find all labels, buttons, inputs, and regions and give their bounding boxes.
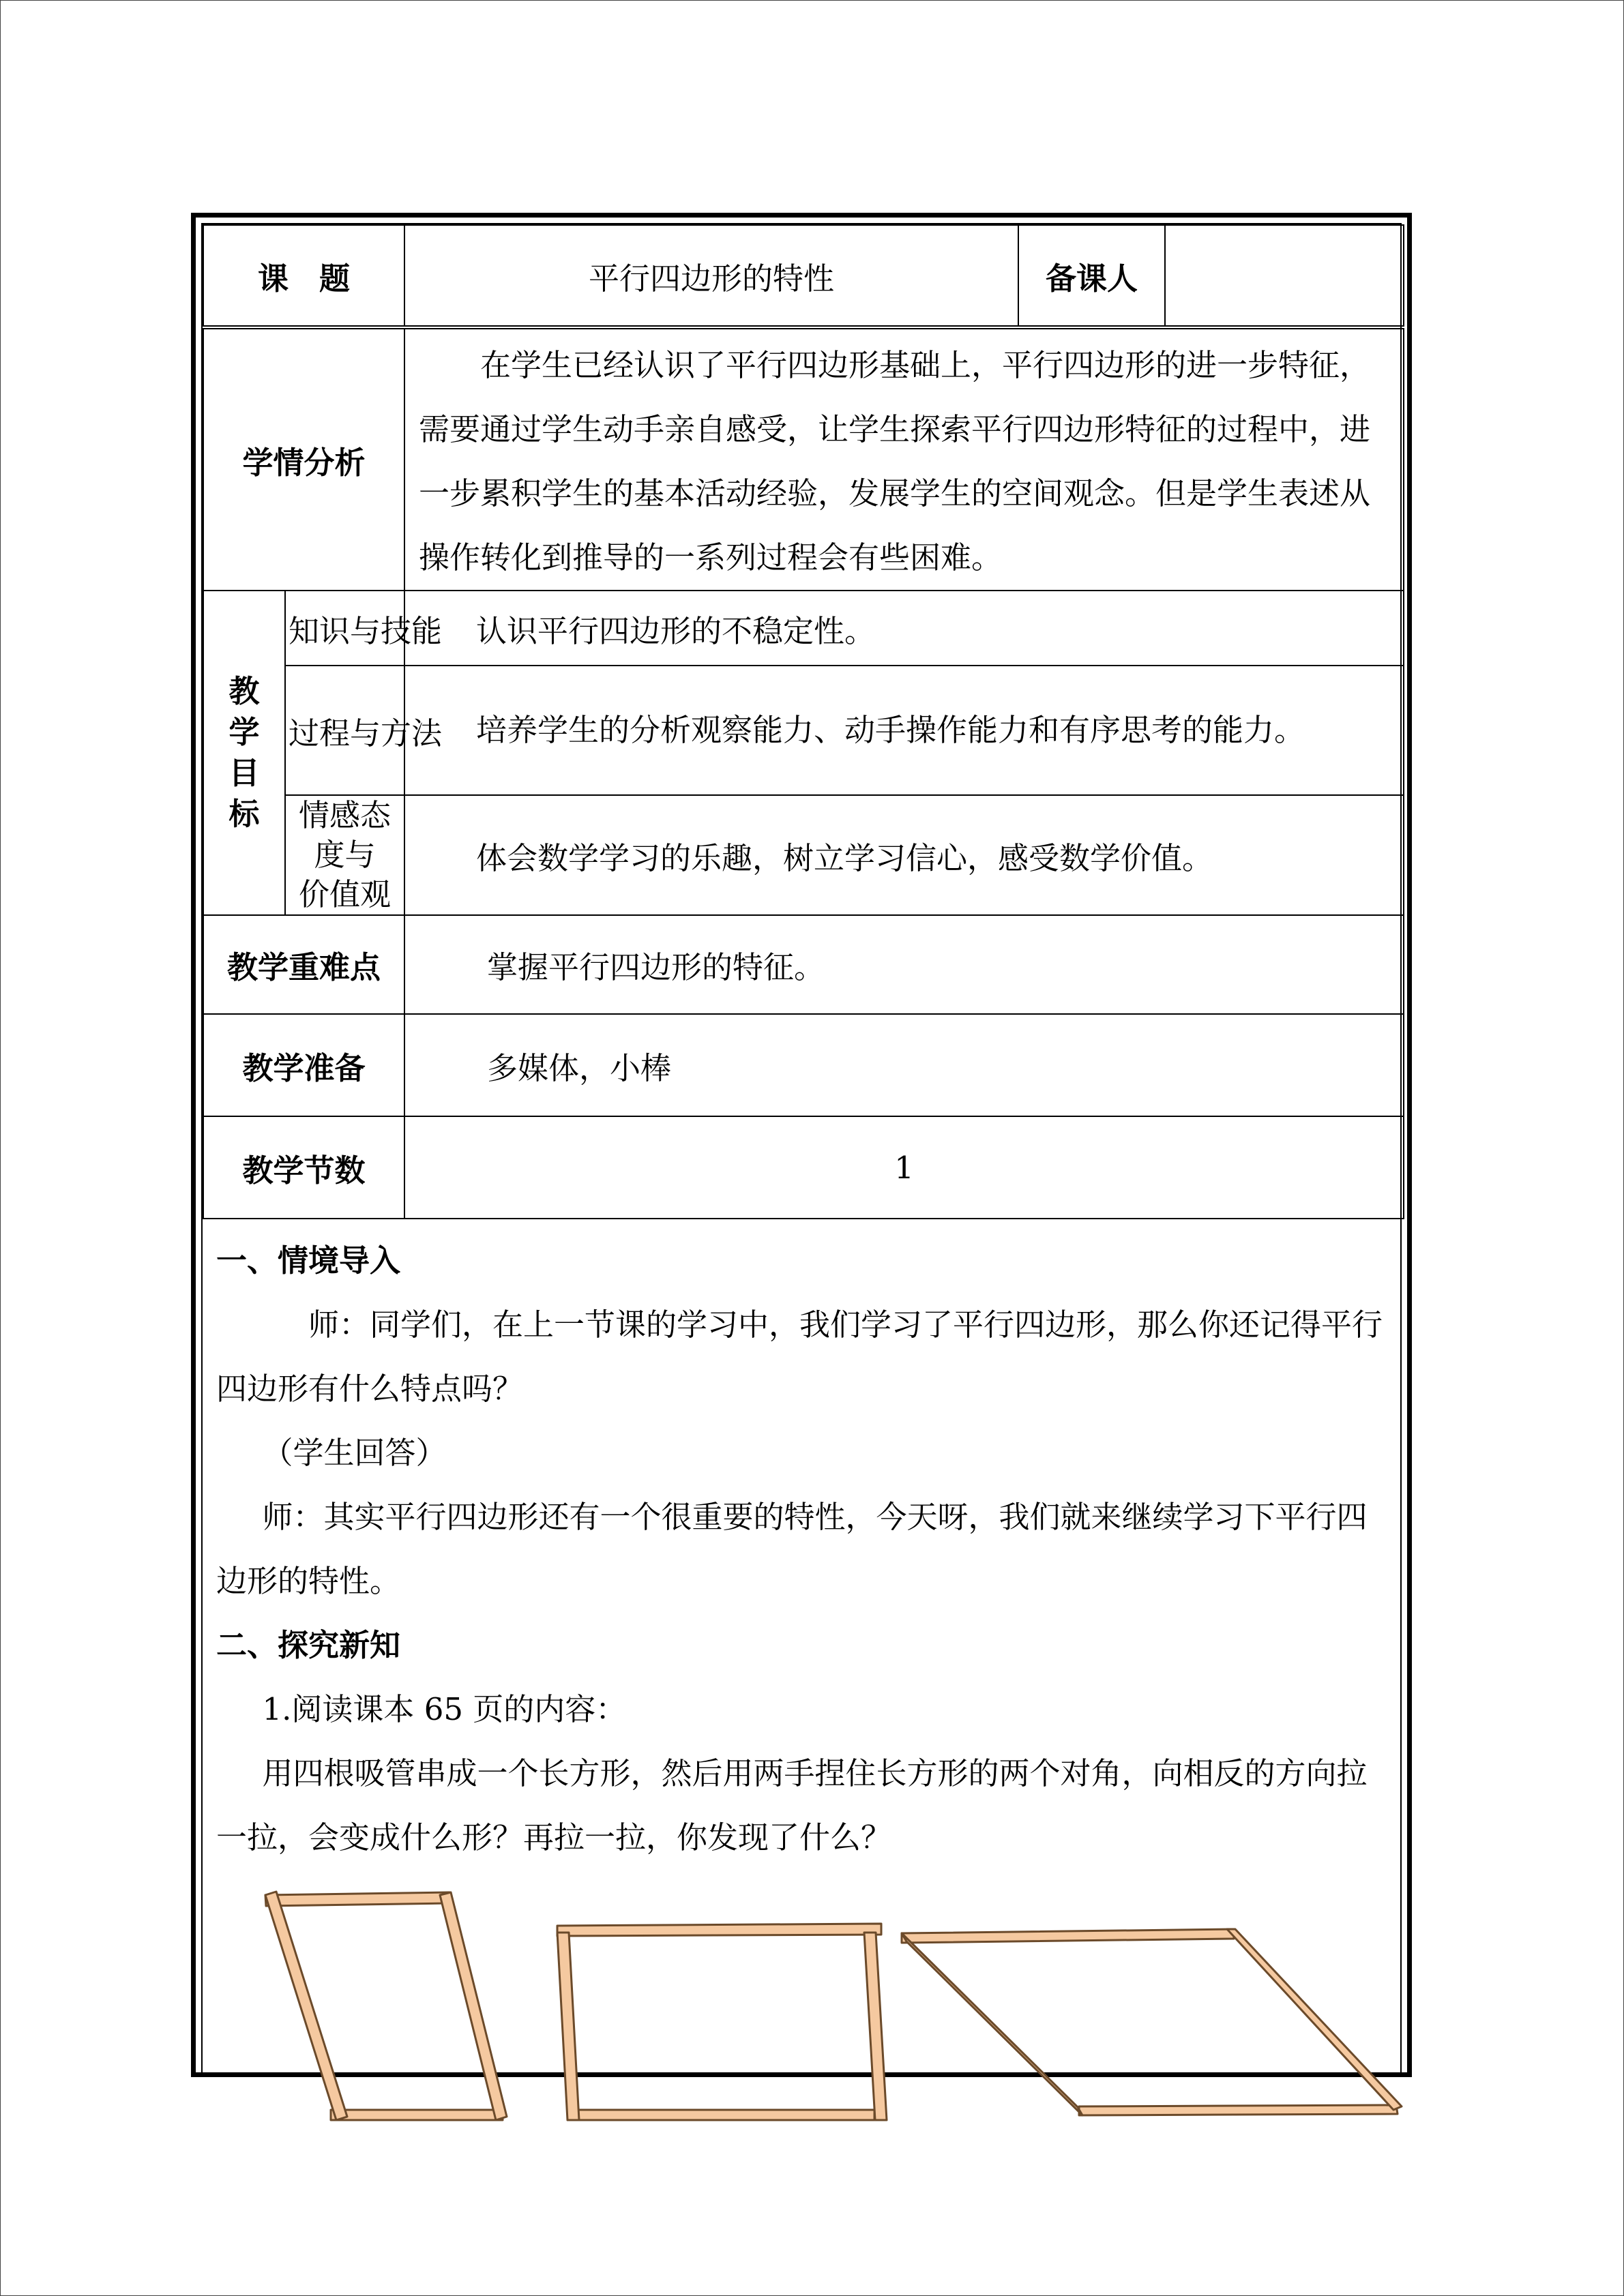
objectives-char: 学	[228, 714, 260, 750]
lesson-plan-table	[203, 224, 1404, 1219]
intro-paragraph-2: （学生回答）	[262, 1435, 447, 1471]
objective-label-process: 过程与方法	[285, 666, 404, 795]
topic-label: 课 题	[203, 225, 404, 327]
key-points-text: 掌握平行四边形的特征。	[404, 915, 1404, 1014]
objective-label-line: 价值观	[299, 876, 392, 912]
analysis-text: 在学生已经认识了平行四边形基础上，平行四边形的进一步特征，需要通过学生动手亲自感受，让学生探索平行四边形特征的过程中，进一步累积学生的基本活动经验，发展学生的空间观念。但是学生表述从操作转化到推导的一系列过程会有些困难。	[419, 347, 1371, 576]
objectives-label	[203, 591, 285, 915]
analysis-label: 学情分析	[203, 327, 404, 591]
objective-label-text: 知识与技能	[289, 612, 443, 649]
objectives-char: 标	[228, 796, 260, 832]
straw-frames-illustration	[203, 1881, 1403, 2127]
straw-frame-rectangle	[557, 1924, 887, 2120]
objective-label-line: 情感态度与	[299, 797, 392, 873]
sessions-label: 教学节数	[203, 1116, 404, 1219]
lesson-plan-sheet	[191, 213, 1412, 2077]
section-title-intro: 一、情境导入	[216, 1242, 401, 1279]
objective-text-emotion: 体会数学学习的乐趣，树立学习信心，感受数学价值。	[404, 795, 1404, 915]
teaching-process	[203, 1219, 1400, 1870]
preparation-text: 多媒体，小棒	[404, 1014, 1404, 1116]
lesson-plan-inner	[201, 223, 1402, 2072]
straw-frame-flattened	[902, 1929, 1402, 2115]
intro-paragraph-1: 师：同学们，在上一节课的学习中，我们学习了平行四边形，那么你还记得平行四边形有什么特点吗？	[216, 1307, 1383, 1407]
section-title-explore: 二、探究新知	[216, 1627, 401, 1663]
intro-paragraph-3: 师：其实平行四边形还有一个很重要的特性，今天呀，我们就来继续学习下平行四边形的特性。	[216, 1499, 1368, 1599]
objectives-char: 目	[228, 755, 260, 791]
objectives-char: 教	[228, 673, 260, 709]
objective-label-knowledge	[285, 591, 443, 666]
analysis-cell	[404, 327, 1404, 591]
preparation-label: 教学准备	[203, 1014, 404, 1116]
sessions-value: 1	[404, 1116, 1404, 1219]
objective-label-emotion	[285, 795, 404, 915]
explore-paragraph-2: 用四根吸管串成一个长方形，然后用两手捏住长方形的两个对角，向相反的方向拉一拉，会变成什么形？再拉一拉，你发现了什么？	[216, 1755, 1368, 1855]
straw-frame-tilted	[265, 1892, 507, 2120]
objective-text-knowledge: 认识平行四边形的不稳定性。	[404, 591, 1404, 666]
topic-value: 平行四边形的特性	[404, 225, 1018, 327]
preparer-value	[1165, 225, 1404, 327]
preparer-label: 备课人	[1018, 225, 1165, 327]
explore-paragraph-1: 1.阅读课本 65 页的内容：	[262, 1691, 627, 1727]
key-points-label: 教学重难点	[203, 915, 404, 1014]
objective-text-process: 培养学生的分析观察能力、动手操作能力和有序思考的能力。	[404, 666, 1404, 795]
